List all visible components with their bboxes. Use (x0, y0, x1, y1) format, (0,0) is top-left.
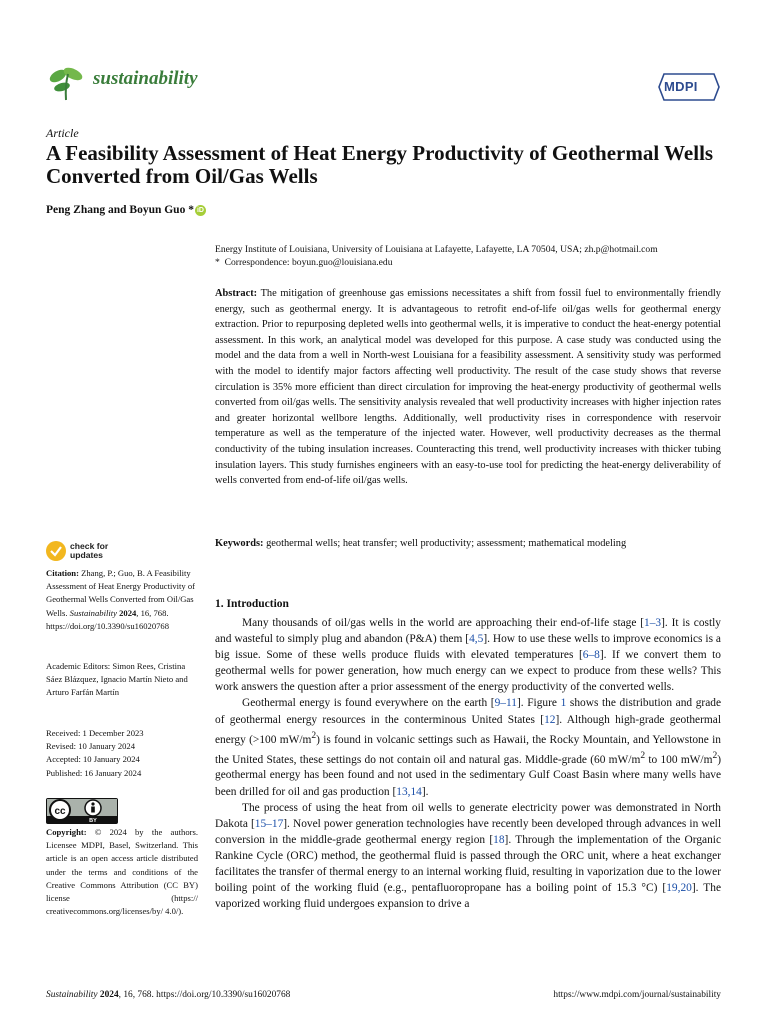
svg-text:cc: cc (54, 806, 66, 817)
accepted-date: Accepted: 10 January 2024 (46, 754, 140, 765)
received-date: Received: 1 December 2023 (46, 728, 144, 738)
check-for-updates-button[interactable] (70, 542, 108, 560)
paragraph: The process of using the heat from oil wells to generate electricity power was demonstrated in North Dakota [15–17]. Novel power generation technologies have recently been developed through advances in well conversion in the middle-grade geothermal energy region [18]. Through the implementation of the Organic Rankine Cycle (ORC) method, the geothermal fluid is passed through the ORC unit, where a heat exchanger facilitates the transfer of thermal energy to an internal working fluid, resulting in vaporization due to the lower boiling point of the working fluid (e.g., pentafluoropropane has a boiling point of 15.3 °C) [19,20]. The vaporized working fluid undergoes expansion to drive a (215, 801, 722, 911)
check-line-2: updates (70, 550, 103, 560)
footer-url[interactable]: https://www.mdpi.com/journal/sustainability (553, 990, 721, 1000)
abstract-text: The mitigation of greenhouse gas emissions necessitates a shift from fossil fuel to environmentally friendly energy, such as geothermal energy. It is advantageous to retrofit end-of-life oil/gas wells for geothermal energy extraction. Prior to repurposing depleted wells into geothermal wells, it is imperative to conduct the heat-energy potential assessment. In this work, an analytical model was developed for this purpose. A case study was conducted using the model and the data from a well in North-west Louisiana for a feasibility assessment. A sensitivity study was performed with the model to identify major factors affecting well productivity. The result of the case study shows that reverse circulation is 35% more efficient than direct circulation for improving the heat-energy productivity of geothermal wells converted from oil/gas wells. The sensitivity analysis revealed that well productivity increases with higher injection rates and greater horizontal wellbore lengths. Additionally, well productivity rises in correspondence with reservoir temperature as well as the temperature of the injected water. However, well productivity decreases as the thermal conductivity of the tubing insulation increases. Counteracting this trend, well productivity increases with thicker tubing insulation layers. This study furnishes engineers with an easy-to-use tool for predicting the heat-energy deliverability of wells converted from end-of-life oil/gas wells. (215, 288, 721, 487)
journal-name: sustainability (93, 68, 198, 89)
citation-text: Zhang, P.; Guo, B. A Feasibility Assessment of Heat Energy Productivity of Geothermal Wells Converted from Oil/Gas Wells. (46, 568, 196, 618)
citation-year: 2024 (119, 607, 137, 618)
publisher-name: MDPI (664, 79, 698, 94)
abstract (215, 286, 721, 489)
keywords (215, 538, 721, 549)
footer-citation (46, 990, 290, 1000)
citation-block (46, 567, 198, 633)
paragraph: Many thousands of oil/gas wells in the world are approaching their end-of-life stage [1–3]. It is costly and wasteful to simply plug and abandon (P&A) them [4,5]. How to use these wells to improve economics is a big issue. Some of these wells produce fluids with elevated temperatures [6–8]. If we convert them to geothermal wells for power generation, how much energy can we expect to produce from these wells? This work answers the question after a prior assessment of the energy productivity of the converted wells. (215, 617, 721, 694)
orcid-icon[interactable]: iD (196, 207, 204, 214)
keywords-label: Keywords: (215, 538, 264, 549)
cc-by-license-icon[interactable] (46, 798, 118, 824)
journal-logo-icon (46, 62, 86, 102)
author-list (46, 204, 206, 216)
dates-block (46, 727, 198, 780)
article-title: A Feasibility Assessment of Heat Energy Productivity of Geothermal Wells Converted from Oil/Gas Wells (46, 141, 714, 188)
affiliation: Energy Institute of Louisiana, University of Louisiana at Lafayette, Lafayette, LA 70504, USA; zh.p@hotmail.com (215, 244, 658, 255)
affiliation-block (215, 243, 725, 269)
copyright-text: © 2024 by the authors. Licensee MDPI, Basel, Switzerland. This article is an open access article distributed under the terms and conditions of the Creative Commons Attribution (CC BY) license (https:// creativecommons.org/licenses/by/ 4.0/). (46, 827, 198, 917)
footer-year: 2024 (99, 990, 119, 1000)
citation-rest[interactable]: , 16, 768. https://doi.org/10.3390/su16020768 (46, 607, 170, 631)
check-for-updates-icon[interactable] (46, 541, 66, 561)
copyright-block (46, 826, 198, 918)
abstract-label: Abstract: (215, 288, 258, 299)
correspondence: * Correspondence: boyun.guo@louisiana.edu (215, 257, 393, 268)
introduction-body (215, 615, 721, 912)
paragraph: Geothermal energy is found everywhere on the earth [9–11]. Figure 1 shows the distribution and grade of geothermal energy resources in the conterminous United States [12]. Although high-grade geothermal energy (>100 $mW/m^2$) is found in volcanic settings such as Hawaii, the Rocky Mountain, and Yellowstone in the United States, these settings do not contain oil and natural gas. Middle-grade (60 $mW/m^2$ to 100 $mW/m^2$) geothermal energy has been found and not used in the sedimentary Gulf Coast Basin where many wells have been drilled for oil and gas production [13,14]. (215, 697, 722, 798)
authors-text: Peng Zhang and Boyun Guo * (46, 204, 194, 216)
academic-editors: Academic Editors: Simon Rees, Cristina Sáez Blázquez, Ignacio Martín Nieto and Arturo Farfán Martín (46, 661, 188, 698)
footer-journal: Sustainability (46, 990, 98, 1000)
check-line-1: check for (70, 541, 109, 551)
footer-doi[interactable]: , 16, 768. https://doi.org/10.3390/su16020768 (118, 990, 291, 1000)
cc-by-label: BY (89, 818, 97, 824)
copyright-label: Copyright: (46, 827, 87, 837)
section-heading: 1. Introduction (215, 598, 289, 610)
citation-label: Citation: (46, 568, 79, 578)
revised-date: Revised: 10 January 2024 (46, 741, 136, 752)
article-type: Article (46, 126, 79, 140)
citation-journal: Sustainability (69, 607, 117, 618)
published-date: Published: 16 January 2024 (46, 767, 142, 778)
keywords-text: geothermal wells; heat transfer; well productivity; assessment; mathematical modeling (266, 538, 627, 549)
